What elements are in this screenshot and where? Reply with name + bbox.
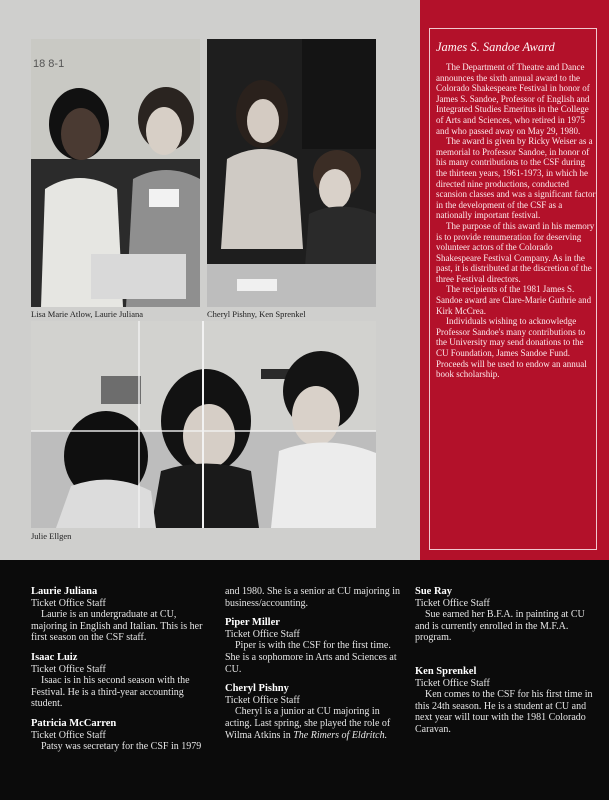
staff-bio: Patsy was secretary for the CSF in 1979 xyxy=(41,741,202,753)
staff-name: Isaac Luiz xyxy=(31,651,78,663)
award-panel xyxy=(420,0,609,560)
staff-role: Ticket Office Staff xyxy=(415,597,490,609)
staff-name: Piper Miller xyxy=(225,617,280,629)
staff-role: Ticket Office Staff xyxy=(415,677,490,689)
award-title: James S. Sandoe Award xyxy=(436,40,555,54)
staff-bio-text: Cheryl is a junior at CU majoring in acting. Last spring, she played the role of Wilma Atkins in xyxy=(225,706,391,741)
staff-column-3 xyxy=(415,586,595,736)
staff-bio xyxy=(225,706,405,741)
award-paragraph: The purpose of this award in his memory is to provide renumeration for deserving volunteer actors of the Colorado Shakespeare Festival Company. As in the past, it is distributed at the discretion of the three Festival directors. xyxy=(436,220,595,284)
staff-bio: Sue earned her B.F.A. in painting at CU and is currently enrolled in the M.F.A. program. xyxy=(415,609,585,644)
staff-role: Ticket Office Staff xyxy=(31,663,106,675)
staff-role: Ticket Office Staff xyxy=(225,628,300,640)
photo-ticket-staff-1 xyxy=(31,39,200,307)
staff-bio: Laurie is an undergraduate at CU, majoring in English and Italian. This is her first season on the CSF staff. xyxy=(31,609,203,644)
award-paragraph: Individuals wishing to acknowledge Professor Sandoe's many contributions to the University may send donations to the CU Foundation, James Sandoe Fund. Proceeds will be used to endow an annual book scholarship. xyxy=(436,316,587,380)
staff-column-2 xyxy=(225,586,405,741)
photo-caption-3: Julie Ellgen xyxy=(31,531,72,541)
award-body xyxy=(436,62,598,380)
staff-role: Ticket Office Staff xyxy=(225,694,300,706)
staff-column-1 xyxy=(31,586,211,753)
photo-caption-1: Lisa Marie Atlow, Laurie Juliana xyxy=(31,309,144,319)
photo-ticket-staff-3 xyxy=(31,321,376,528)
play-title: The Rimers of Eldritch. xyxy=(293,729,388,741)
staff-name: Laurie Juliana xyxy=(31,586,98,597)
staff-role: Ticket Office Staff xyxy=(31,729,106,741)
photo-ticket-staff-2 xyxy=(207,39,376,307)
staff-name: Sue Ray xyxy=(415,586,453,597)
photo-sign-text: 18 8-1 xyxy=(33,58,65,70)
staff-bio-continued: and 1980. She is a senior at CU majoring in business/accounting. xyxy=(225,586,400,609)
award-paragraph: The recipients of the 1981 James S. Sandoe award are Clare-Marie Guthrie and Kirk McCrea. xyxy=(436,284,592,316)
award-paragraph: The Department of Theatre and Dance announces the sixth annual award to the Colorado Shakespeare Festival in honor of James S. Sandoe, Professor of English and Integrated Studies Emeritus in the College of Arts and Sciences, who retired in 1975 and who passed away on May 29, 1980. xyxy=(436,62,590,136)
award-paragraph: The award is given by Ricky Weiser as a memorial to Professor Sandoe, in honor of his many contributions to the CSF during the thirteen years, 1961-1973, in which he directed nine productions, conducted scansion classes and was a significant factor in the development of the CSF as a nationally important festival. xyxy=(436,136,596,221)
staff-name: Ken Sprenkel xyxy=(415,665,477,677)
photo-caption-2: Cheryl Pishny, Ken Sprenkel xyxy=(207,309,306,319)
staff-bio: Piper is with the CSF for the first time. She is a sophomore in Arts and Sciences at CU. xyxy=(225,640,397,675)
staff-name: Patricia McCarren xyxy=(31,717,117,729)
staff-name: Cheryl Pishny xyxy=(225,683,289,695)
staff-bio: Isaac is in his second season with the Festival. He is a third-year accounting student. xyxy=(31,675,190,710)
staff-bio: Ken comes to the CSF for his first time in this 24th season. He is a student at CU and next year will tour with the 1981 Colorado Caravan. xyxy=(415,689,593,735)
staff-role: Ticket Office Staff xyxy=(31,597,106,609)
